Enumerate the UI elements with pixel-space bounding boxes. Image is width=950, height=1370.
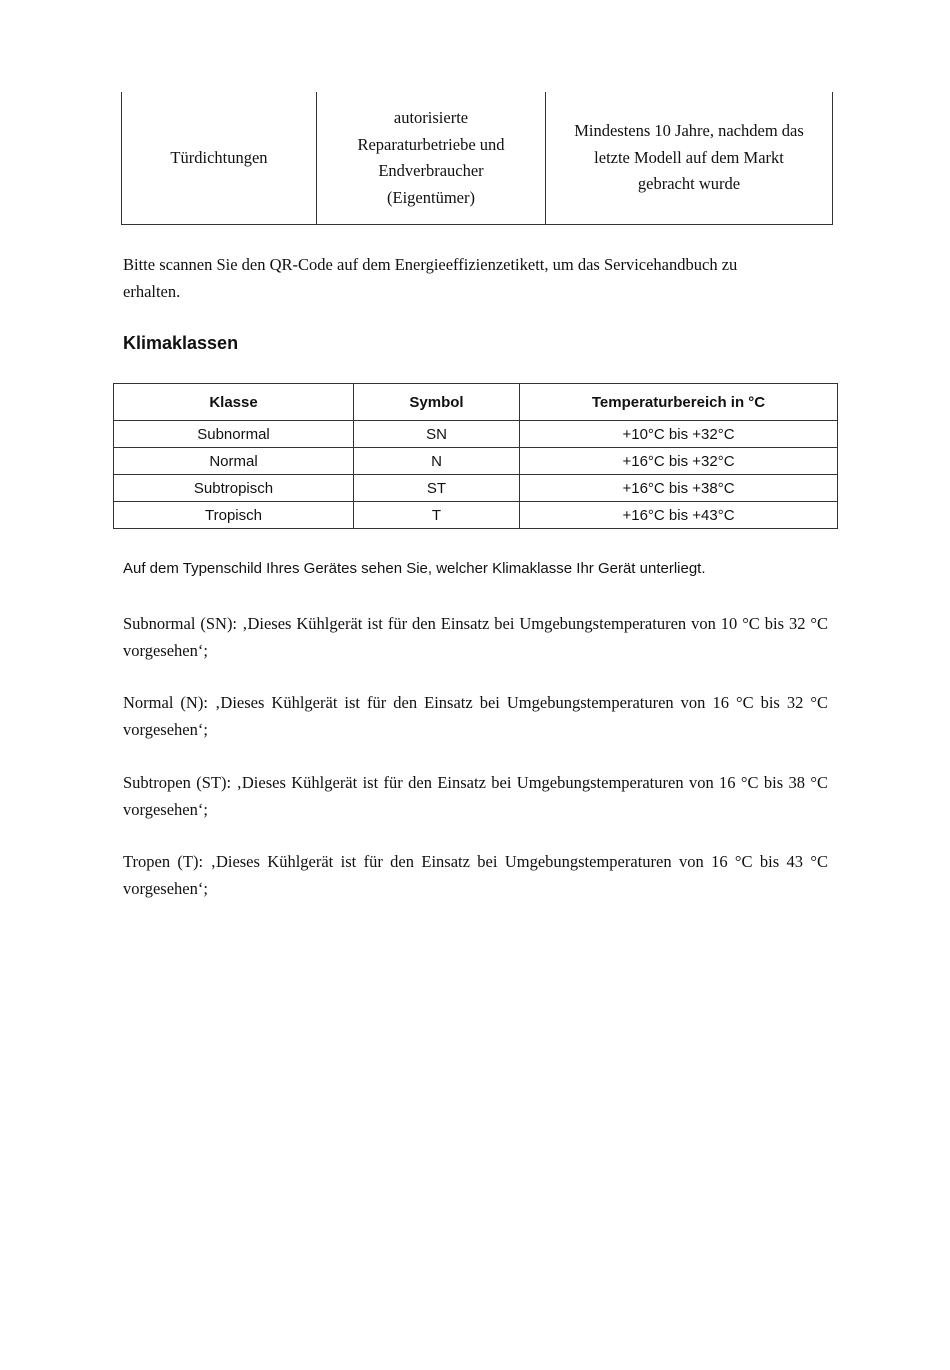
recipient-line: Reparaturbetriebe und (357, 134, 505, 154)
table-header-row (114, 384, 838, 421)
column-header: Symbol (354, 384, 520, 421)
availability-line: gebracht wurde (637, 174, 741, 194)
table-cell: Subtropisch (114, 475, 354, 502)
availability-line: Mindestens 10 Jahre, nachdem das (574, 121, 804, 141)
table-cell: Subnormal (114, 421, 354, 448)
table-cell: +16°C bis +43°C (520, 502, 838, 529)
qr-note-line: Bitte scannen Sie den QR-Code auf dem Energieeffizienzetikett, um das Servicehandbuch zu (123, 255, 738, 274)
table-row (114, 502, 838, 529)
column-header: Temperaturbereich in °C (520, 384, 838, 421)
table-cell: Tropisch (114, 502, 354, 529)
part-name-cell: Türdichtungen (122, 92, 317, 225)
table-row (114, 475, 838, 502)
table-cell: T (354, 502, 520, 529)
qr-code-note (123, 252, 828, 305)
climate-class-description: Normal (N): ‚Dieses Kühlgerät ist für den Einsatz bei Umgebungstemperaturen von 16 °C bis 32 °C vorgesehen‘; (123, 693, 828, 739)
rating-plate-note: Auf dem Typenschild Ihres Gerätes sehen Sie, welcher Klimaklasse Ihr Gerät unterliegt. (123, 560, 706, 577)
qr-note-line: erhalten. (123, 281, 181, 301)
table-cell: +10°C bis +32°C (520, 421, 838, 448)
spare-parts-table (121, 92, 833, 225)
recipient-line: Endverbraucher (378, 161, 484, 180)
climate-class-table (113, 383, 838, 529)
table-cell: N (354, 448, 520, 475)
table-cell: Normal (114, 448, 354, 475)
section-heading: Klimaklassen (123, 333, 239, 353)
table-row (114, 421, 838, 448)
table-row (122, 92, 833, 225)
availability-line: letzte Modell auf dem Markt (594, 147, 784, 167)
availability-cell (546, 92, 833, 225)
recipient-line: (Eigentümer) (387, 187, 475, 207)
climate-class-description: Tropen (T): ‚Dieses Kühlgerät ist für den Einsatz bei Umgebungstemperaturen von 16 °C bis 43 °C vorgesehen‘; (123, 852, 828, 898)
climate-class-description: Subtropen (ST): ‚Dieses Kühlgerät ist für den Einsatz bei Umgebungstemperaturen von 16 °C bis 38 °C vorgesehen‘; (123, 773, 828, 819)
table-cell: +16°C bis +38°C (520, 475, 838, 502)
table-row (114, 448, 838, 475)
table-cell: SN (354, 421, 520, 448)
climate-class-description: Subnormal (SN): ‚Dieses Kühlgerät ist für den Einsatz bei Umgebungstemperaturen von 10 °C bis 32 °C vorgesehen‘; (123, 614, 828, 660)
column-header: Klasse (114, 384, 354, 421)
table-cell: ST (354, 475, 520, 502)
recipient-cell (317, 92, 546, 225)
recipient-line: autorisierte (393, 108, 469, 127)
table-cell: +16°C bis +32°C (520, 448, 838, 475)
